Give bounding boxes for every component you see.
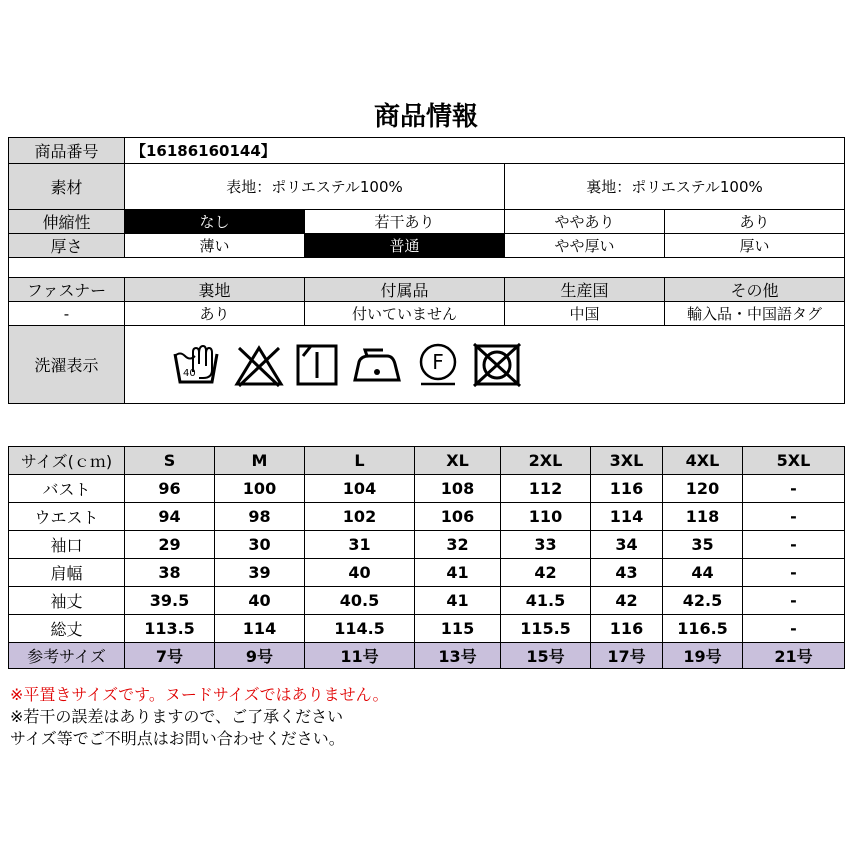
- size-row-label: 袖丈: [9, 587, 125, 615]
- size-value: 41: [415, 559, 501, 587]
- reference-size-value: 7号: [125, 643, 215, 669]
- size-value: 32: [415, 531, 501, 559]
- stretch-label: 伸縮性: [9, 210, 125, 234]
- size-header: XL: [415, 447, 501, 475]
- stretch-option: あり: [665, 210, 845, 234]
- size-value: 116.5: [663, 615, 743, 643]
- size-value: 118: [663, 503, 743, 531]
- no-bleach-icon: [233, 342, 285, 388]
- size-body: [9, 475, 845, 643]
- care-icons: [125, 342, 844, 388]
- size-header: 5XL: [743, 447, 845, 475]
- size-value: 30: [215, 531, 305, 559]
- page-title: 商品情報: [373, 102, 478, 132]
- size-value: 96: [125, 475, 215, 503]
- notes: [10, 684, 389, 750]
- hand-wash-40-icon: [169, 342, 223, 388]
- size-header: S: [125, 447, 215, 475]
- size-header: 2XL: [501, 447, 591, 475]
- size-value: 114: [591, 503, 663, 531]
- thickness-row: [9, 234, 845, 258]
- size-header: 4XL: [663, 447, 743, 475]
- stretch-option: ややあり: [505, 210, 665, 234]
- care-icons-cell: [125, 326, 845, 404]
- size-row-label: 肩幅: [9, 559, 125, 587]
- details-header-row: [9, 278, 845, 302]
- size-value: -: [743, 503, 845, 531]
- stretch-option: 若干あり: [305, 210, 505, 234]
- details-value-row: [9, 302, 845, 326]
- size-row-label: バスト: [9, 475, 125, 503]
- outer-material: 表地：ポリエステル100%: [125, 164, 505, 210]
- size-header: L: [305, 447, 415, 475]
- size-value: 33: [501, 531, 591, 559]
- size-value: 110: [501, 503, 591, 531]
- size-value: 114.5: [305, 615, 415, 643]
- no-tumble-dry-icon: [471, 342, 523, 388]
- origin-header: 生産国: [505, 278, 665, 302]
- size-value: -: [743, 615, 845, 643]
- thickness-label: 厚さ: [9, 234, 125, 258]
- size-header: 3XL: [591, 447, 663, 475]
- size-row-label: 袖口: [9, 531, 125, 559]
- iron-low-icon: [349, 342, 405, 388]
- product-no-row: [9, 138, 845, 164]
- size-row: [9, 503, 845, 531]
- size-row: [9, 615, 845, 643]
- reference-size-value: 11号: [305, 643, 415, 669]
- size-value: 98: [215, 503, 305, 531]
- spacer-row: [9, 258, 845, 278]
- stretch-option: なし: [125, 210, 305, 234]
- other-value: 輸入品・中国語タグ: [665, 302, 845, 326]
- size-value: 114: [215, 615, 305, 643]
- size-value: 108: [415, 475, 501, 503]
- size-value: 100: [215, 475, 305, 503]
- reference-size-value: 19号: [663, 643, 743, 669]
- size-value: 41.5: [501, 587, 591, 615]
- size-value: 29: [125, 531, 215, 559]
- lining-header: 裏地: [125, 278, 305, 302]
- product-info-table: [8, 137, 845, 404]
- size-value: 94: [125, 503, 215, 531]
- size-row: [9, 559, 845, 587]
- size-value: 40: [305, 559, 415, 587]
- size-row-label: 総丈: [9, 615, 125, 643]
- size-value: 40: [215, 587, 305, 615]
- size-header: M: [215, 447, 305, 475]
- reference-size-row: [9, 643, 845, 669]
- origin-value: 中国: [505, 302, 665, 326]
- size-value: 35: [663, 531, 743, 559]
- size-value: 39: [215, 559, 305, 587]
- size-value: -: [743, 559, 845, 587]
- size-value: 42: [501, 559, 591, 587]
- size-value: 115: [415, 615, 501, 643]
- thickness-option: 厚い: [665, 234, 845, 258]
- fastener-header: ファスナー: [9, 278, 125, 302]
- material-row: [9, 164, 845, 210]
- size-value: 42: [591, 587, 663, 615]
- reference-size-value: 17号: [591, 643, 663, 669]
- size-value: 38: [125, 559, 215, 587]
- size-value: 102: [305, 503, 415, 531]
- size-value: 42.5: [663, 587, 743, 615]
- size-value: 34: [591, 531, 663, 559]
- size-value: 115.5: [501, 615, 591, 643]
- material-label: 素材: [9, 164, 125, 210]
- thickness-option: 普通: [305, 234, 505, 258]
- size-value: 43: [591, 559, 663, 587]
- size-value: 39.5: [125, 587, 215, 615]
- reference-size-value: 21号: [743, 643, 845, 669]
- size-value: 120: [663, 475, 743, 503]
- size-value: -: [743, 531, 845, 559]
- lining-value: あり: [125, 302, 305, 326]
- care-row: [9, 326, 845, 404]
- size-value: 104: [305, 475, 415, 503]
- fastener-value: -: [9, 302, 125, 326]
- reference-size-value: 9号: [215, 643, 305, 669]
- size-value: 112: [501, 475, 591, 503]
- thickness-option: やや厚い: [505, 234, 665, 258]
- dry-clean-f-icon: [415, 342, 461, 388]
- size-value: 41: [415, 587, 501, 615]
- other-header: その他: [665, 278, 845, 302]
- reference-size-label: 参考サイズ: [9, 643, 125, 669]
- size-value: 44: [663, 559, 743, 587]
- stretch-row: [9, 210, 845, 234]
- size-value: 116: [591, 475, 663, 503]
- hand-wash-temp: 40: [183, 367, 196, 379]
- reference-size-value: 13号: [415, 643, 501, 669]
- accessories-header: 付属品: [305, 278, 505, 302]
- size-header-label: サイズ(ｃｍ): [9, 447, 125, 475]
- size-table: [8, 446, 845, 669]
- note-contact: サイズ等でご不明点はお問い合わせください。: [10, 729, 345, 748]
- note-flat-size: ※平置きサイズです。ヌードサイズではありません。: [10, 685, 389, 704]
- size-row: [9, 531, 845, 559]
- accessories-value: 付いていません: [305, 302, 505, 326]
- thickness-option: 薄い: [125, 234, 305, 258]
- care-label: 洗濯表示: [9, 326, 125, 404]
- size-value: 31: [305, 531, 415, 559]
- size-row: [9, 475, 845, 503]
- size-header-row: [9, 447, 845, 475]
- size-row: [9, 587, 845, 615]
- size-value: 106: [415, 503, 501, 531]
- product-no-label: 商品番号: [9, 138, 125, 164]
- size-value: 113.5: [125, 615, 215, 643]
- dry-clean-letter: F: [432, 349, 444, 374]
- size-row-label: ウエスト: [9, 503, 125, 531]
- size-value: 116: [591, 615, 663, 643]
- spacer-cell: [9, 258, 845, 278]
- size-value: 40.5: [305, 587, 415, 615]
- reference-size-value: 15号: [501, 643, 591, 669]
- size-value: -: [743, 587, 845, 615]
- note-tolerance: ※若干の誤差はありますので、ご了承ください: [10, 707, 344, 726]
- lining-material: 裏地：ポリエステル100%: [505, 164, 845, 210]
- product-no-value: 【16186160144】: [125, 138, 845, 164]
- hang-dry-icon: [295, 342, 339, 388]
- size-value: -: [743, 475, 845, 503]
